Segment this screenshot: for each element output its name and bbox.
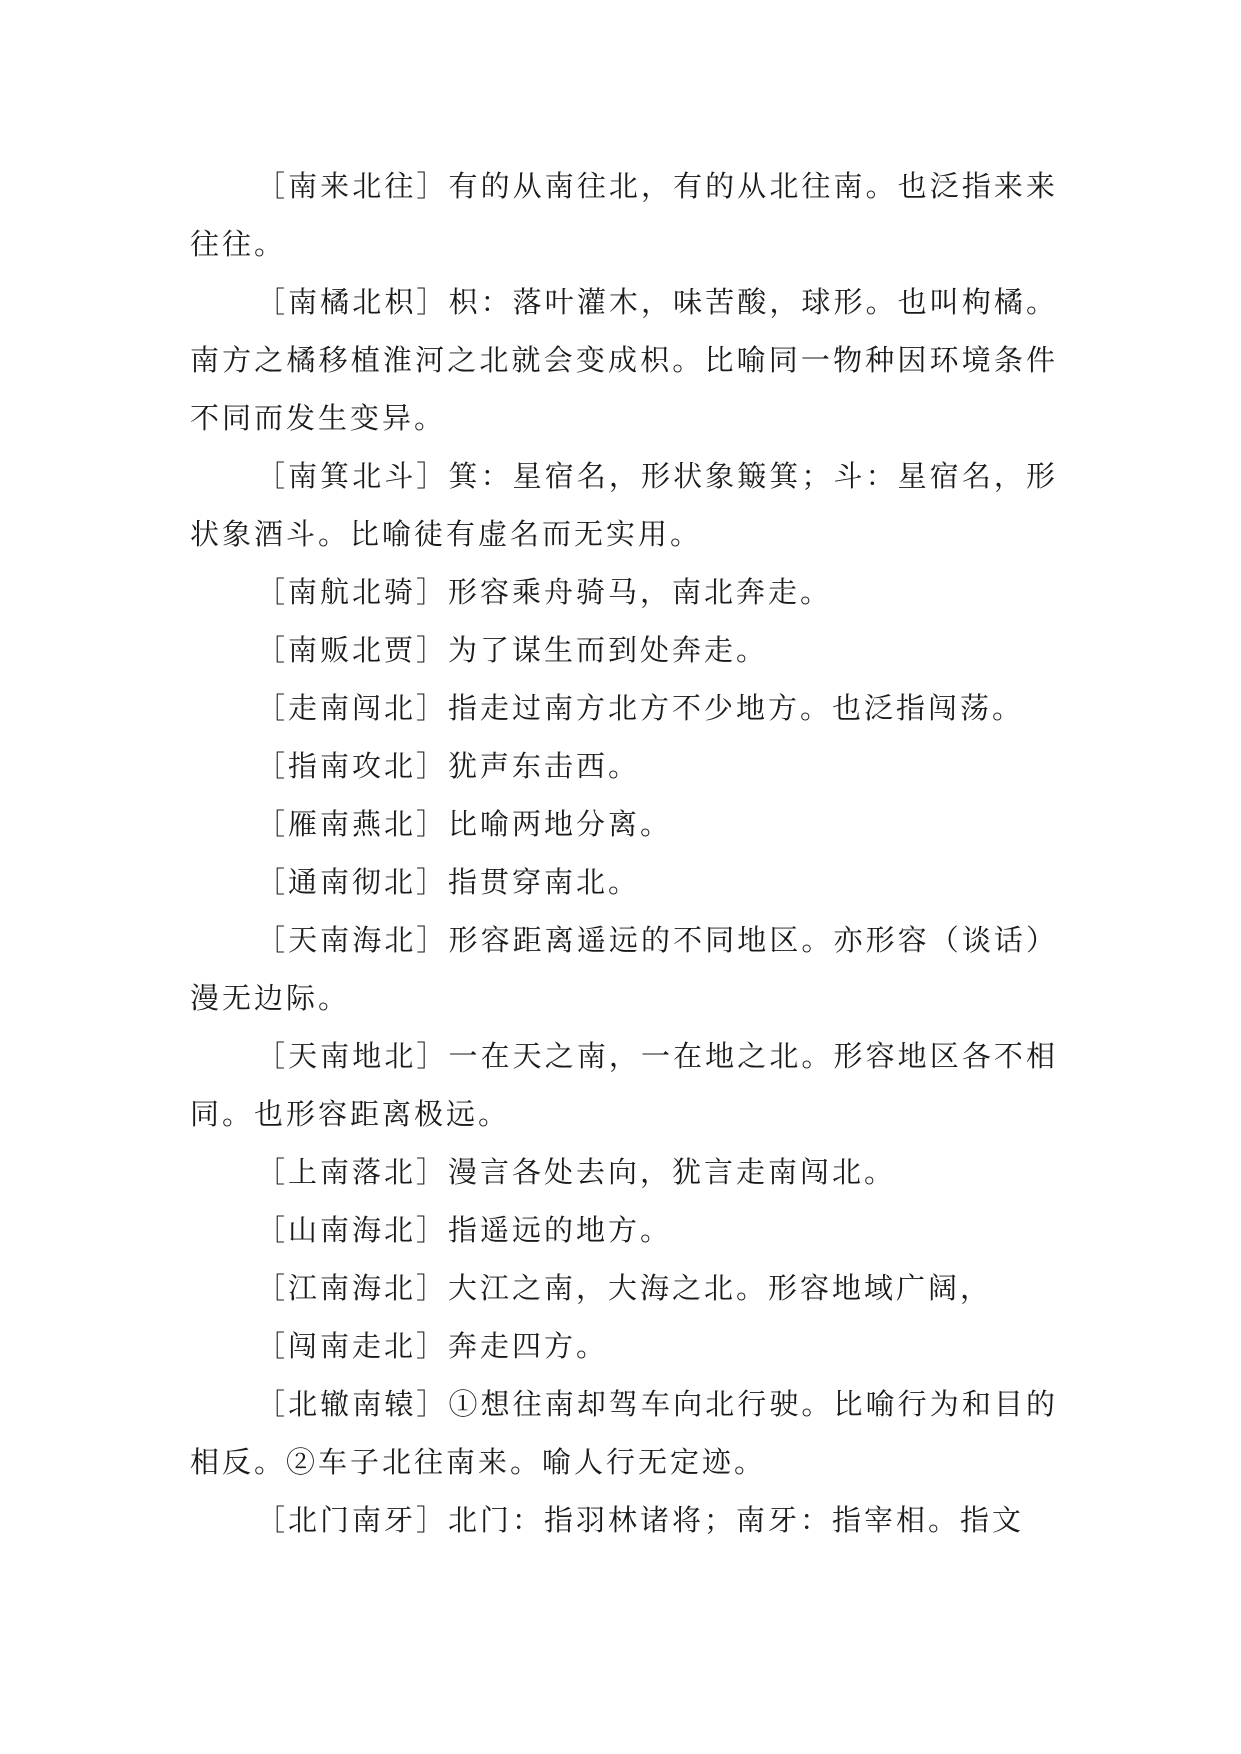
entry-bei-men-nan-ya: ［北门南牙］北门：指羽林诸将；南牙：指宰相。指文 xyxy=(256,1503,1025,1537)
entry-tian-nan-hai-bei: ［天南海北］形容距离遥远的不同地区。亦形容（谈话）漫无边际。 xyxy=(190,923,1058,1015)
entry-yan-nan-yan-bei: ［雁南燕北］比喻两地分离。 xyxy=(256,807,673,841)
entry-tian-nan-di-bei: ［天南地北］一在天之南，一在地之北。形容地区各不相同。也形容距离极远。 xyxy=(190,1039,1058,1131)
entry-nan-ji-bei-dou: ［南箕北斗］箕：星宿名，形状象簸箕；斗：星宿名，形状象酒斗。比喻徒有虚名而无实用。 xyxy=(190,459,1058,551)
entry-chuang-nan-zou-bei: ［闯南走北］奔走四方。 xyxy=(256,1329,609,1363)
entry-jiang-nan-hai-bei: ［江南海北］大江之南，大海之北。形容地域广阔， xyxy=(256,1271,993,1305)
entry-nan-fan-bei-gu: ［南贩北贾］为了谋生而到处奔走。 xyxy=(256,633,769,667)
document-body xyxy=(190,157,1058,1549)
entry-nan-ju-bei-zhi: ［南橘北枳］枳：落叶灌木，味苦酸，球形。也叫枸橘。南方之橘移植淮河之北就会变成枳。比喻同一物种因环境条件不同而发生变异。 xyxy=(190,285,1058,435)
entry-nan-hang-bei-qi: ［南航北骑］形容乘舟骑马，南北奔走。 xyxy=(256,575,833,609)
entry-shan-nan-hai-bei: ［山南海北］指遥远的地方。 xyxy=(256,1213,673,1247)
entry-shang-nan-luo-bei: ［上南落北］漫言各处去向，犹言走南闯北。 xyxy=(256,1155,897,1189)
entry-tong-nan-che-bei: ［通南彻北］指贯穿南北。 xyxy=(256,865,641,899)
entry-nan-lai-bei-wang: ［南来北往］有的从南往北，有的从北往南。也泛指来来往往。 xyxy=(190,169,1058,261)
entry-zhi-nan-gong-bei: ［指南攻北］犹声东击西。 xyxy=(256,749,641,783)
entry-zou-nan-chuang-bei: ［走南闯北］指走过南方北方不少地方。也泛指闯荡。 xyxy=(256,691,1025,725)
entry-bei-zhe-nan-yuan: ［北辙南辕］①想往南却驾车向北行驶。比喻行为和目的相反。②车子北往南来。喻人行无定迹。 xyxy=(190,1387,1058,1479)
